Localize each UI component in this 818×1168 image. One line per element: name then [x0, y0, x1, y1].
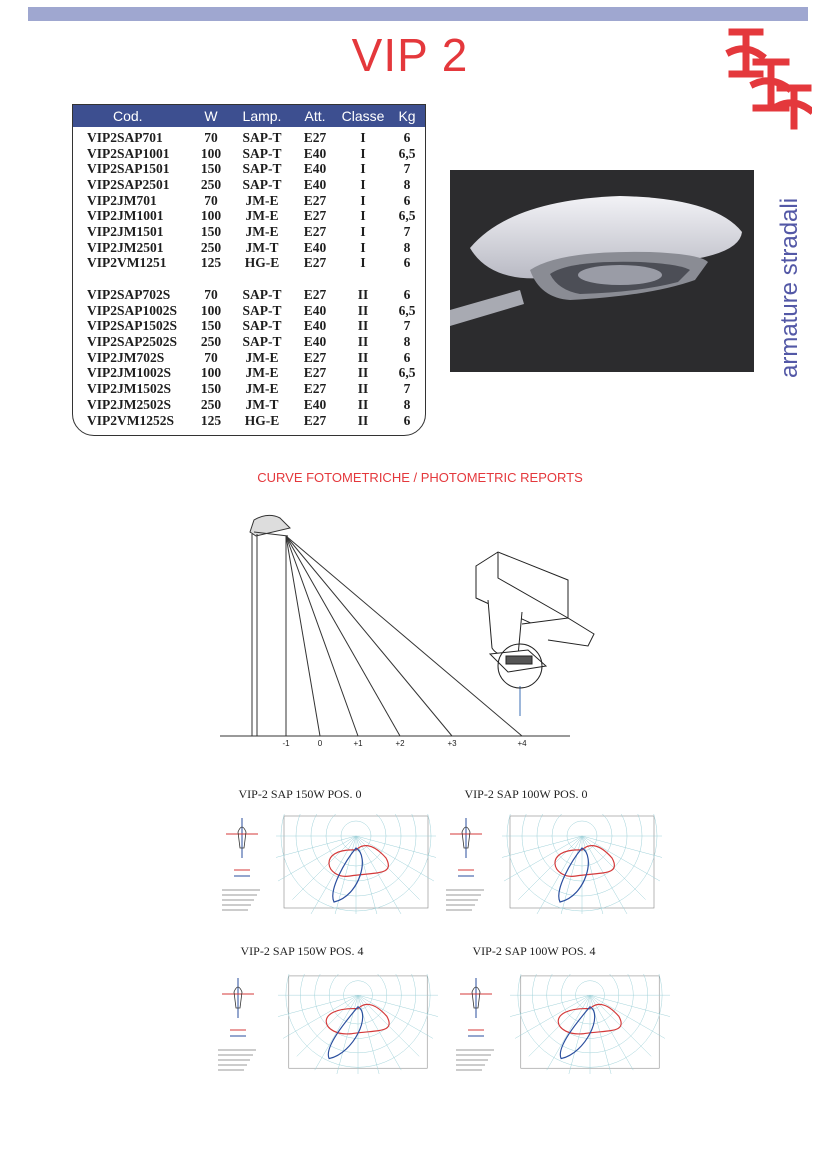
row-class: II	[357, 381, 369, 397]
row-lamp: JM-E	[245, 223, 279, 239]
row-code: VIP2JM2501	[87, 239, 164, 255]
row-class: I	[360, 223, 366, 239]
lamp-position-sketch	[454, 974, 516, 1080]
plot-title: VIP-2 SAP 100W POS. 0	[464, 787, 588, 801]
row-socket: E27	[303, 208, 327, 224]
table-row	[73, 287, 425, 303]
row-class: II	[357, 349, 369, 365]
row-lamp: JM-T	[245, 396, 279, 412]
row-weight: 6,5	[398, 302, 416, 318]
row-weight: 6	[403, 129, 411, 145]
row-watt: 250	[200, 176, 222, 192]
table-row	[73, 334, 425, 350]
row-weight: 8	[403, 334, 411, 350]
row-lamp: SAP-T	[242, 145, 282, 161]
row-weight: 7	[403, 381, 411, 397]
table-row	[73, 240, 425, 256]
row-code: VIP2VM1252S	[87, 412, 174, 428]
row-socket: E27	[303, 365, 327, 381]
row-lamp: HG-E	[244, 412, 280, 428]
page-title: VIP 2	[351, 29, 469, 81]
row-class: II	[357, 318, 369, 334]
row-watt: 250	[200, 334, 222, 350]
row-class: I	[360, 161, 366, 177]
photometric-title: CURVE FOTOMETRICHE / PHOTOMETRIC REPORTS	[257, 470, 583, 485]
polar-plot	[502, 814, 662, 914]
row-lamp: JM-E	[245, 381, 279, 397]
row-code: VIP2JM701	[87, 192, 157, 208]
row-socket: E27	[303, 349, 327, 365]
polar-plot	[278, 974, 438, 1074]
row-socket: E40	[303, 145, 327, 161]
row-lamp: SAP-T	[242, 129, 282, 145]
row-weight: 6,5	[398, 208, 416, 224]
axis-label: +4	[517, 739, 527, 748]
row-weight: 6	[403, 412, 411, 428]
row-watt: 70	[204, 192, 218, 208]
table-row	[73, 161, 425, 177]
row-socket: E40	[303, 396, 327, 412]
row-code: VIP2JM1001	[87, 208, 164, 224]
row-socket: E27	[303, 412, 327, 428]
row-watt: 100	[200, 145, 222, 161]
table-row	[73, 193, 425, 209]
row-class: II	[357, 396, 369, 412]
row-class: II	[357, 412, 369, 428]
row-class: I	[360, 208, 366, 224]
axis-label: 0	[317, 739, 323, 748]
row-watt: 100	[200, 302, 222, 318]
plot-title: VIP-2 SAP 100W POS. 4	[472, 944, 596, 958]
row-weight: 8	[403, 176, 411, 192]
row-socket: E40	[303, 334, 327, 350]
brand-tagline: armature stradali	[776, 197, 803, 378]
header-class: Classe	[341, 108, 385, 124]
row-class: II	[357, 365, 369, 381]
table-row	[73, 256, 425, 272]
row-lamp: SAP-T	[242, 161, 282, 177]
row-watt: 150	[200, 318, 222, 334]
lamp-position-sketch	[444, 814, 506, 920]
row-watt: 70	[204, 349, 218, 365]
row-code: VIP2JM702S	[87, 349, 165, 365]
row-weight: 6	[403, 255, 411, 271]
axis-label: +2	[395, 739, 405, 748]
axis-label: +3	[447, 739, 457, 748]
row-socket: E27	[303, 192, 327, 208]
table-row	[73, 224, 425, 240]
row-lamp: JM-E	[245, 192, 279, 208]
table-row	[73, 350, 425, 366]
table-row	[73, 130, 425, 146]
row-code: VIP2VM1251	[87, 255, 167, 271]
polar-plot	[510, 974, 670, 1074]
row-class: II	[357, 287, 369, 303]
row-class: I	[360, 192, 366, 208]
row-code: VIP2SAP1501	[87, 161, 170, 177]
row-lamp: JM-E	[245, 349, 279, 365]
row-weight: 7	[403, 318, 411, 334]
row-lamp: SAP-T	[242, 176, 282, 192]
polar-plot	[276, 814, 436, 914]
row-weight: 6,5	[398, 365, 416, 381]
row-class: I	[360, 239, 366, 255]
header-weight: Kg	[398, 108, 416, 124]
row-watt: 150	[200, 223, 222, 239]
row-code: VIP2SAP702S	[87, 287, 171, 303]
header-code: Cod.	[113, 108, 143, 124]
row-socket: E27	[303, 255, 327, 271]
plot-title: VIP-2 SAP 150W POS. 0	[238, 787, 362, 801]
table-row	[73, 413, 425, 429]
top-color-bar	[28, 7, 808, 21]
axis-label: -1	[282, 739, 290, 748]
row-lamp: JM-T	[245, 239, 279, 255]
row-code: VIP2JM1501	[87, 223, 164, 239]
row-watt: 125	[200, 255, 222, 271]
row-socket: E40	[303, 318, 327, 334]
row-lamp: JM-E	[245, 208, 279, 224]
row-weight: 6	[403, 287, 411, 303]
group-separator	[73, 271, 425, 287]
row-socket: E27	[303, 287, 327, 303]
header-socket: Att.	[304, 108, 326, 124]
row-socket: E27	[303, 223, 327, 239]
table-row	[73, 146, 425, 162]
table-row	[73, 397, 425, 413]
row-code: VIP2SAP1001	[87, 145, 170, 161]
row-weight: 8	[403, 396, 411, 412]
luminaire-drawing	[468, 538, 608, 718]
row-lamp: SAP-T	[242, 318, 282, 334]
row-class: I	[360, 129, 366, 145]
row-socket: E27	[303, 381, 327, 397]
row-weight: 7	[403, 223, 411, 239]
spec-table	[72, 104, 426, 436]
row-watt: 100	[200, 365, 222, 381]
row-weight: 8	[403, 239, 411, 255]
row-socket: E40	[303, 161, 327, 177]
row-lamp: JM-E	[245, 365, 279, 381]
row-class: II	[357, 302, 369, 318]
plot-title: VIP-2 SAP 150W POS. 4	[240, 944, 364, 958]
header-watt: W	[204, 108, 218, 124]
table-row	[73, 177, 425, 193]
row-watt: 250	[200, 239, 222, 255]
lamp-position-sketch	[220, 814, 282, 920]
table-row	[73, 366, 425, 382]
row-watt: 150	[200, 381, 222, 397]
row-code: VIP2JM1002S	[87, 365, 171, 381]
row-watt: 70	[204, 287, 218, 303]
row-lamp: SAP-T	[242, 287, 282, 303]
row-socket: E40	[303, 302, 327, 318]
row-code: VIP2SAP2502S	[87, 334, 178, 350]
row-lamp: HG-E	[244, 255, 280, 271]
row-code: VIP2SAP1502S	[87, 318, 178, 334]
table-row	[73, 319, 425, 335]
row-watt: 100	[200, 208, 222, 224]
row-watt: 125	[200, 412, 222, 428]
table-row	[73, 208, 425, 224]
row-socket: E40	[303, 239, 327, 255]
company-logo	[722, 22, 812, 132]
row-class: I	[360, 176, 366, 192]
row-lamp: SAP-T	[242, 334, 282, 350]
row-weight: 7	[403, 161, 411, 177]
row-code: VIP2JM2502S	[87, 396, 171, 412]
row-watt: 150	[200, 161, 222, 177]
row-socket: E27	[303, 129, 327, 145]
row-code: VIP2JM1502S	[87, 381, 171, 397]
row-watt: 250	[200, 396, 222, 412]
row-code: VIP2SAP1002S	[87, 302, 178, 318]
row-code: VIP2SAP701	[87, 129, 163, 145]
row-class: I	[360, 255, 366, 271]
product-photo	[450, 170, 754, 372]
row-weight: 6	[403, 349, 411, 365]
row-socket: E40	[303, 176, 327, 192]
lamp-position-sketch	[216, 974, 278, 1080]
spec-rows	[73, 127, 425, 428]
spec-table-header	[73, 105, 425, 127]
row-weight: 6	[403, 192, 411, 208]
row-watt: 70	[204, 129, 218, 145]
header-lamp: Lamp.	[242, 108, 282, 124]
row-weight: 6,5	[398, 145, 416, 161]
row-lamp: SAP-T	[242, 302, 282, 318]
axis-label: +1	[353, 739, 363, 748]
row-class: II	[357, 334, 369, 350]
table-row	[73, 303, 425, 319]
row-code: VIP2SAP2501	[87, 176, 170, 192]
table-row	[73, 381, 425, 397]
row-class: I	[360, 145, 366, 161]
